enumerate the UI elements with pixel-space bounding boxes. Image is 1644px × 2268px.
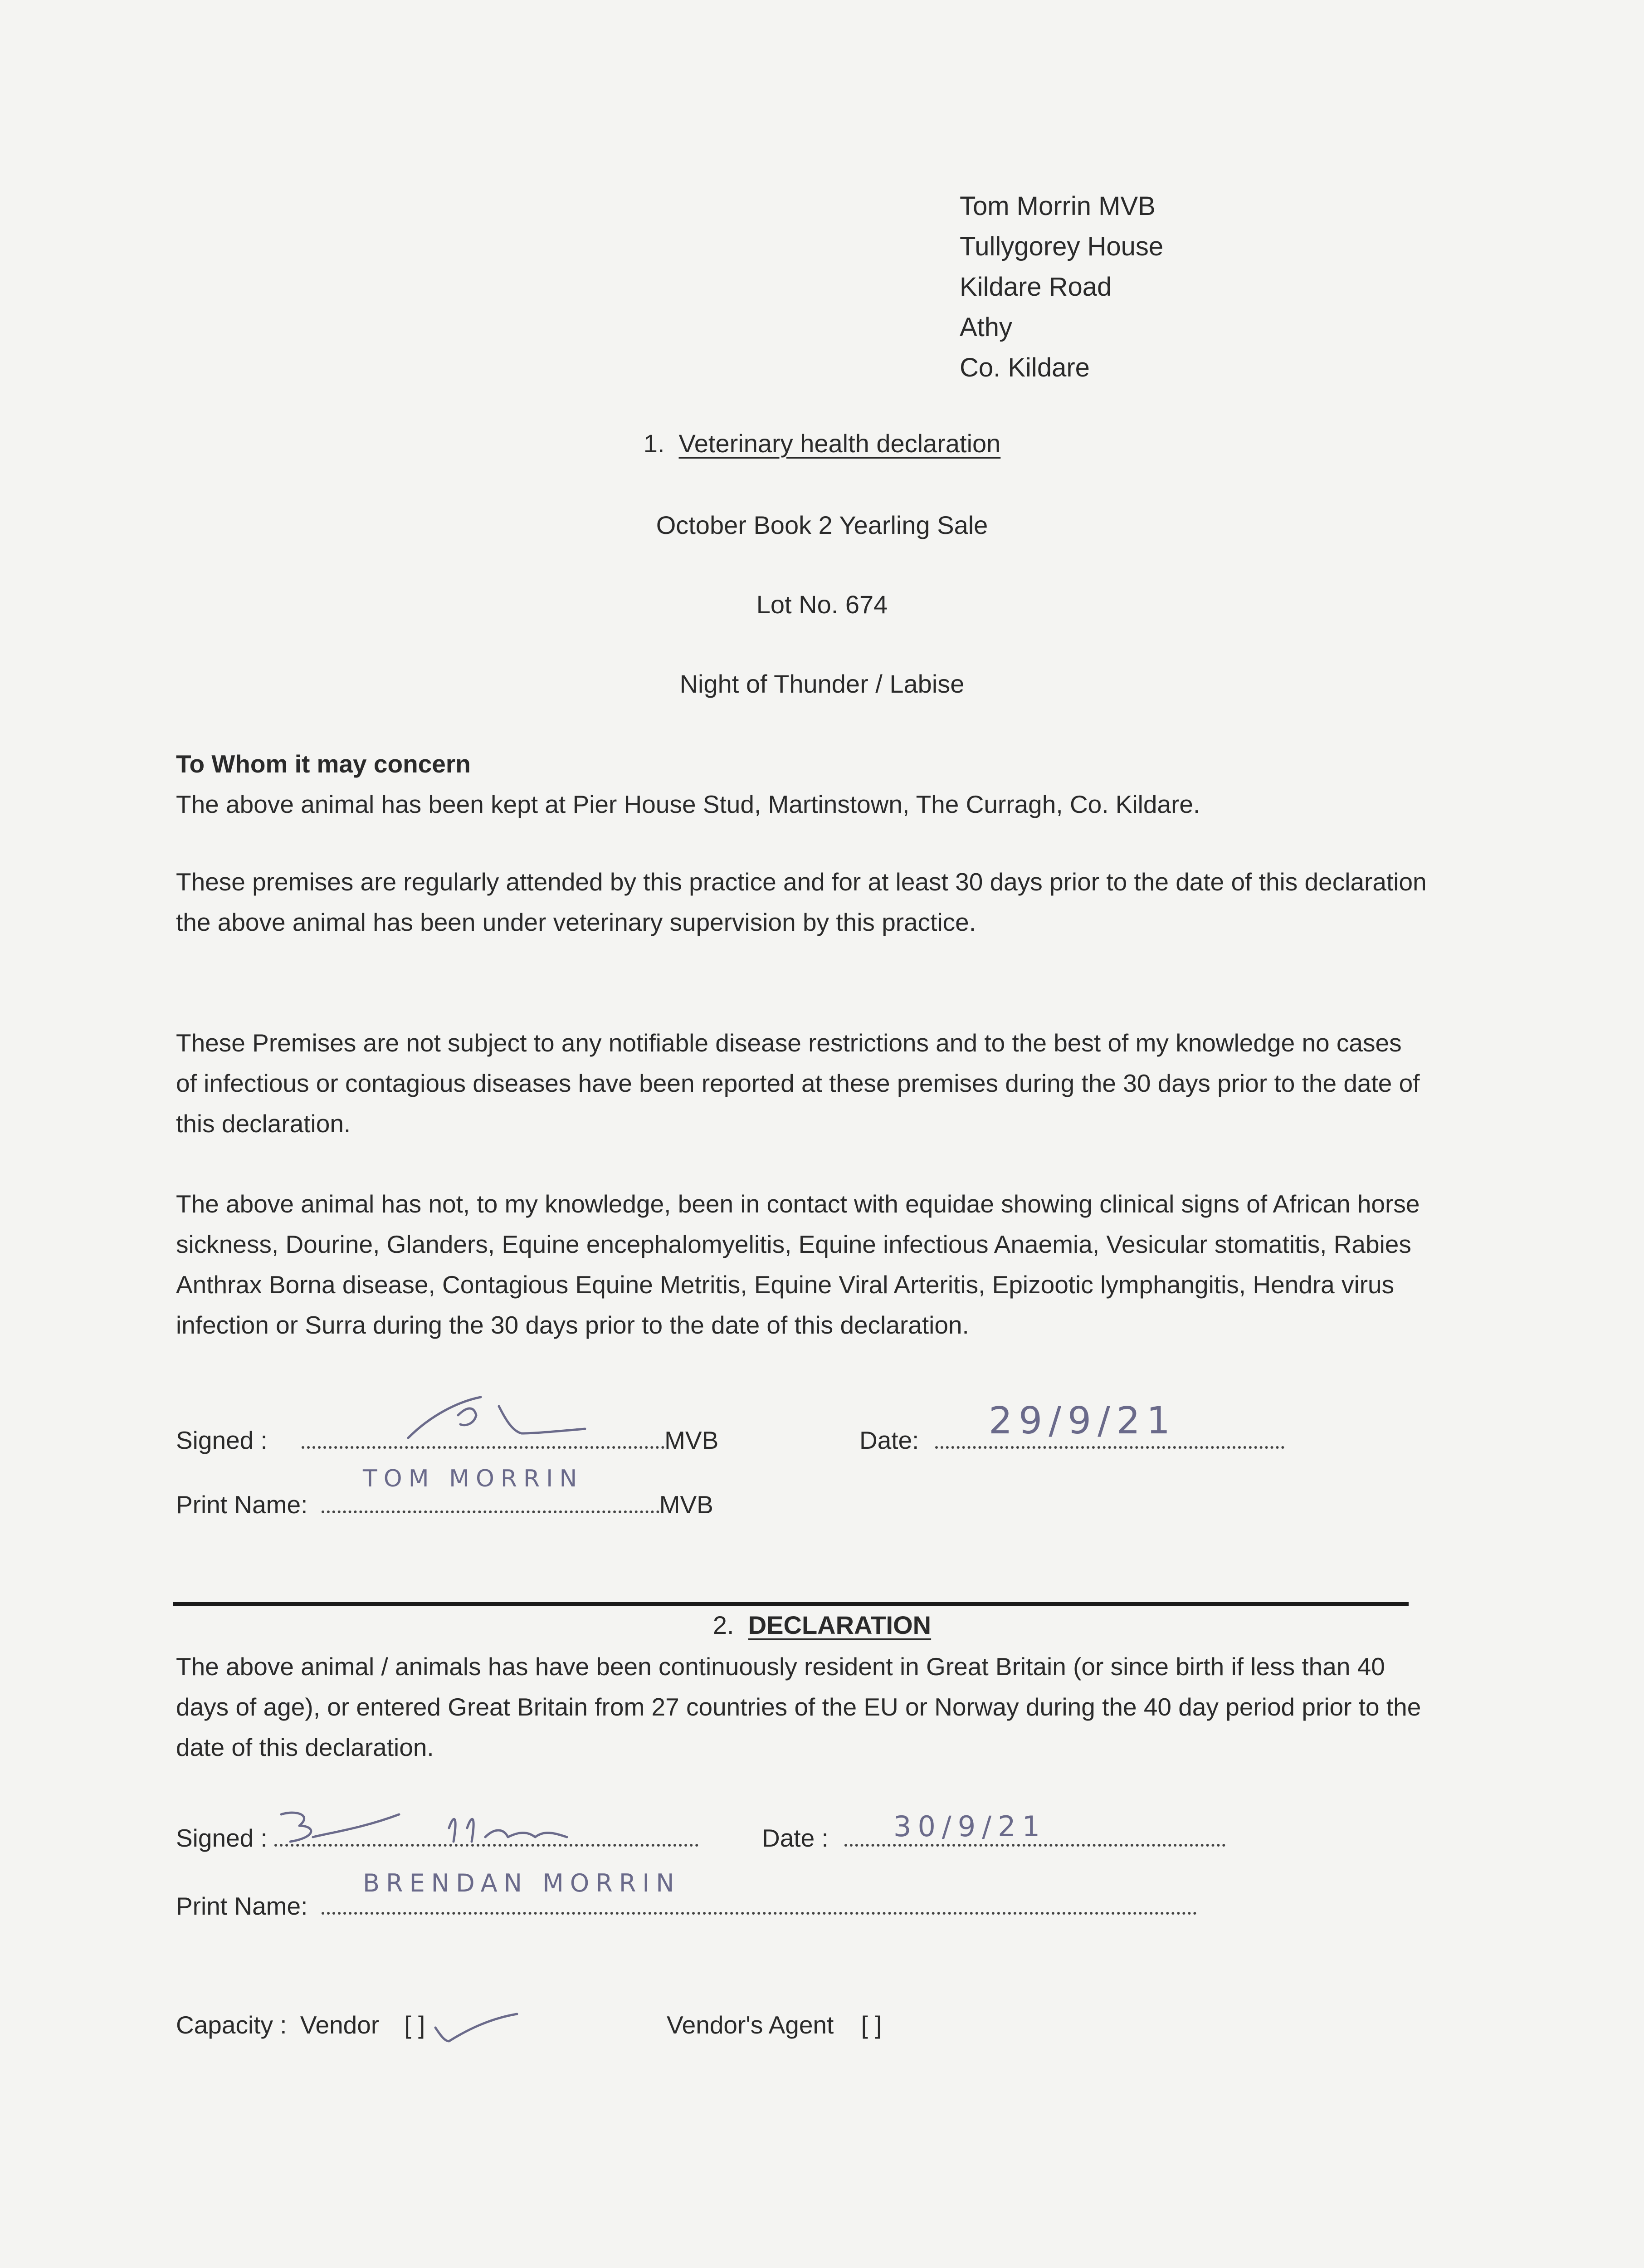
owner-signed-label: Signed : <box>176 1824 268 1852</box>
vendor-check-mark <box>426 2005 526 2046</box>
lot-number: Lot No. 674 <box>756 590 888 619</box>
print-mvb-suffix: MVB <box>659 1491 713 1519</box>
agent-checkbox[interactable]: [ ] <box>861 2011 882 2039</box>
date-label: Date: <box>859 1426 919 1454</box>
section2-title: DECLARATION <box>748 1611 932 1639</box>
section2-body: The above animal / animals has have been continuously resident in Great Britain (or since birth if less than 40 days of age), or entered Great Britain from 27 countries of the EU or Norway during the 40 day period prior to the date of this declaration. <box>176 1652 1421 1761</box>
section1-number: 1. <box>643 429 665 458</box>
vet-date-handwritten: 29/9/21 <box>989 1399 1177 1442</box>
owner-signature <box>272 1805 680 1855</box>
address-line-house: Tullygorey House <box>960 232 1164 261</box>
section2-heading <box>0 1610 1644 1640</box>
owner-date-handwritten: 30/9/21 <box>893 1810 1047 1843</box>
address-line-town: Athy <box>960 313 1013 342</box>
owner-print-label: Print Name: <box>176 1892 308 1920</box>
print-name-label: Print Name: <box>176 1491 308 1519</box>
owner-date-label: Date : <box>762 1824 829 1852</box>
section-divider <box>173 1602 1409 1606</box>
vet-print-handwritten: TOM MORRIN <box>363 1465 584 1492</box>
signed-label: Signed : <box>176 1426 268 1454</box>
paragraph-restrictions: These Premises are not subject to any notifiable disease restrictions and to the best of my knowledge no cases of infectious or contagious diseases have been reported at these premises during the 30 days prior to the date of this declaration. <box>176 1029 1420 1138</box>
vendor-checkbox[interactable]: [ ] <box>404 2011 425 2039</box>
capacity-row <box>176 2010 425 2039</box>
agent-row <box>667 2010 882 2039</box>
address-line-county: Co. Kildare <box>960 353 1090 382</box>
capacity-label: Capacity : <box>176 2011 287 2039</box>
owner-print-handwritten: BRENDAN MORRIN <box>363 1869 681 1897</box>
address-line-name: Tom Morrin MVB <box>960 191 1156 221</box>
pedigree: Night of Thunder / Labise <box>679 670 965 698</box>
paragraph-supervision: These premises are regularly attended by this practice and for at least 30 days prior to the date of this declaration the above animal has been under veterinary supervision by this practice. <box>176 868 1427 936</box>
vet-print-line <box>322 1492 659 1513</box>
agent-label: Vendor's Agent <box>667 2011 834 2039</box>
vet-print-row <box>176 1490 713 1519</box>
owner-print-row <box>176 1892 1197 1921</box>
section1-heading <box>0 429 1644 458</box>
section1-title: Veterinary health declaration <box>678 429 1001 458</box>
vet-address-block <box>960 186 1163 388</box>
paragraph-contact: The above animal has not, to my knowledge, been in contact with equidae showing clinical signs of African horse sickness, Dourine, Glanders, Equine encephalomyelitis, Equine infectious Anaemia, Vesicular stomatitis, Rabies Anthrax Borna disease, Contagious Equine Metritis, Equine Viral Arteritis, Epizootic lymphangitis, Hendra virus infection or Surra during the 30 days prior to the date of this declaration. <box>176 1190 1420 1339</box>
vendor-label: Vendor <box>300 2011 380 2039</box>
salutation: To Whom it may concern <box>176 750 471 778</box>
paragraph-premises: The above animal has been kept at Pier House Stud, Martinstown, The Curragh, Co. Kildare. <box>176 790 1200 818</box>
section2-number: 2. <box>712 1611 734 1639</box>
mvb-suffix: MVB <box>664 1426 719 1454</box>
address-line-road: Kildare Road <box>960 272 1112 302</box>
vet-signature <box>376 1388 612 1447</box>
sale-name: October Book 2 Yearling Sale <box>656 511 988 539</box>
